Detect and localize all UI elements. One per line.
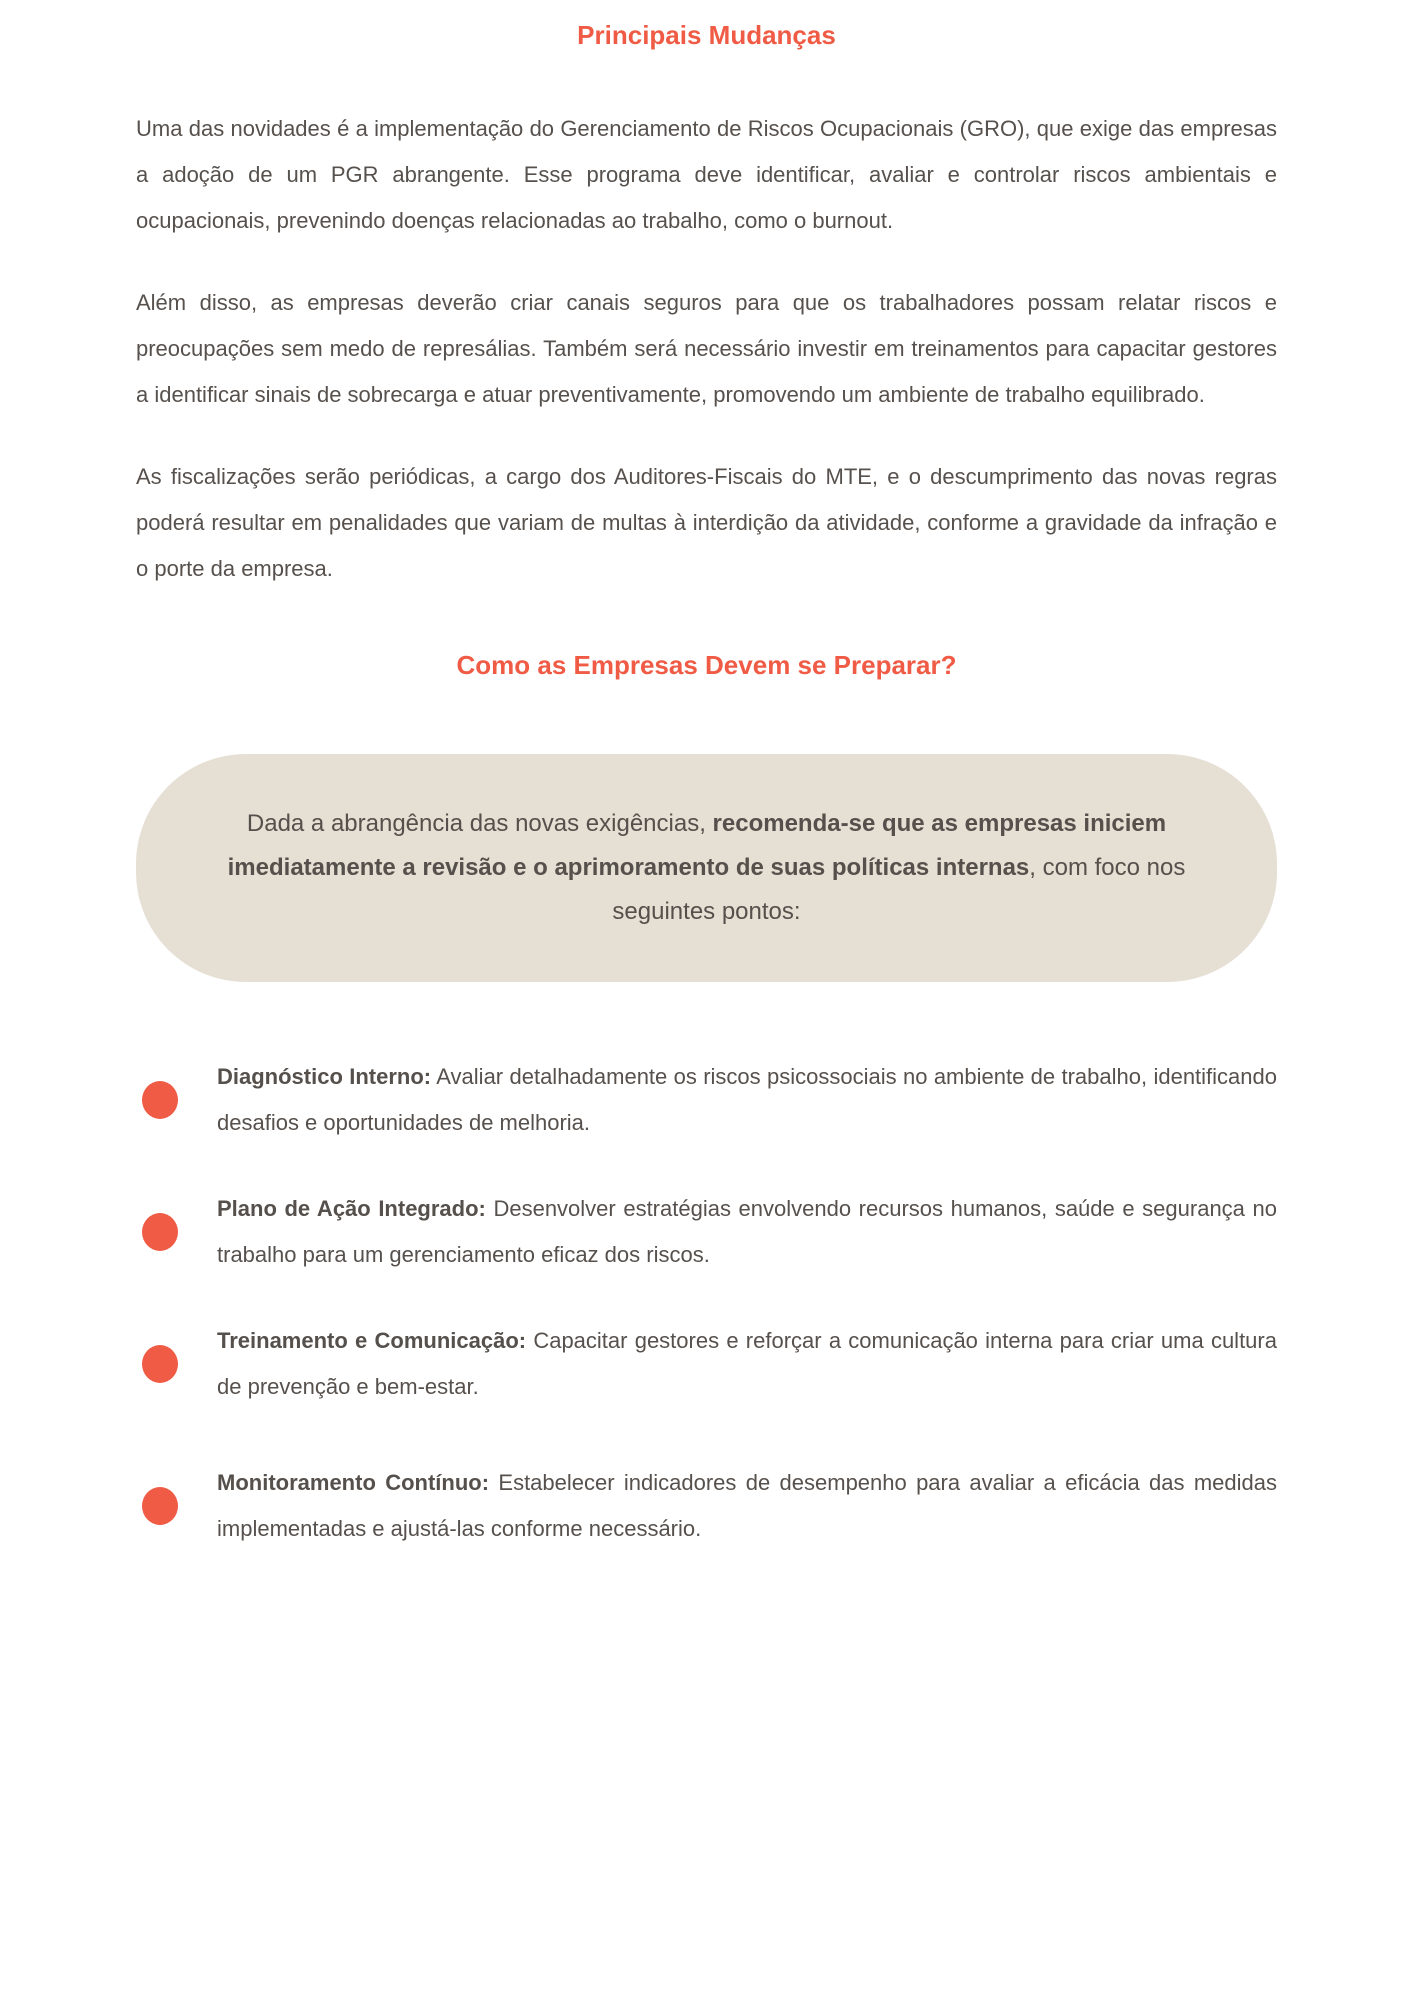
list-item-treinamento [136, 1318, 1277, 1410]
bullet-dot-icon [142, 1345, 178, 1383]
list-item-term: Monitoramento Contínuo: [217, 1470, 490, 1495]
main-heading: Principais Mudanças [577, 20, 836, 50]
list-item-description: Desenvolver estratégias envolvendo recursos humanos, saúde e segurança no trabalho para um gerenciamento eficaz dos riscos. [217, 1196, 1277, 1267]
list-item-text [217, 1318, 1277, 1410]
list-item-term: Treinamento e Comunicação: [217, 1328, 527, 1353]
list-item-description: Capacitar gestores e reforçar a comunicação interna para criar uma cultura de prevenção e bem-estar. [217, 1328, 1277, 1399]
paragraph-canais-seguros: Além disso, as empresas deverão criar canais seguros para que os trabalhadores possam relatar riscos e preocupações sem medo de represálias. Também será necessário investir em treinamentos para capacitar gestores a identificar sinais de sobrecarga e atuar preventivamente, promovendo um ambiente de trabalho equilibrado. [136, 290, 1277, 407]
list-item-text [217, 1054, 1277, 1146]
bullet-dot-icon [142, 1213, 178, 1251]
callout-text-after: , com foco nos seguintes pontos: [612, 854, 1186, 925]
list-item-diagnostico [136, 1054, 1277, 1146]
recommendation-callout [136, 754, 1277, 982]
paragraph-gro: Uma das novidades é a implementação do Gerenciamento de Riscos Ocupacionais (GRO), que exige das empresas a adoção de um PGR abrangente. Esse programa deve identificar, avaliar e controlar riscos ambientais e ocupacionais, prevenindo doenças relacionadas ao trabalho, como o burnout. [136, 116, 1277, 233]
list-item-text [217, 1186, 1277, 1278]
list-item-description: Avaliar detalhadamente os riscos psicossociais no ambiente de trabalho, identificando desafios e oportunidades de melhoria. [217, 1064, 1278, 1135]
list-item-term: Diagnóstico Interno: [217, 1064, 432, 1089]
bullet-dot-icon [142, 1081, 178, 1119]
list-item-description: Estabelecer indicadores de desempenho para avaliar a eficácia das medidas implementadas e ajustá-las conforme necessário. [217, 1470, 1277, 1541]
callout-text-bold: recomenda-se que as empresas iniciem imediatamente a revisão e o aprimoramento de suas políticas internas [227, 810, 1167, 881]
preparation-checklist [136, 1054, 1277, 1552]
list-item-text [217, 1460, 1277, 1552]
list-item-monitoramento [136, 1460, 1277, 1552]
bullet-dot-icon [142, 1487, 178, 1525]
secondary-heading: Como as Empresas Devem se Preparar? [456, 650, 957, 680]
list-item-term: Plano de Ação Integrado: [217, 1196, 486, 1221]
paragraph-fiscalizacoes: As fiscalizações serão periódicas, a cargo dos Auditores-Fiscais do MTE, e o descumprimento das novas regras poderá resultar em penalidades que variam de multas à interdição da atividade, conforme a gravidade da infração e o porte da empresa. [136, 464, 1277, 581]
list-item-plano-de-acao [136, 1186, 1277, 1278]
callout-text-before: Dada a abrangência das novas exigências, [246, 810, 713, 837]
